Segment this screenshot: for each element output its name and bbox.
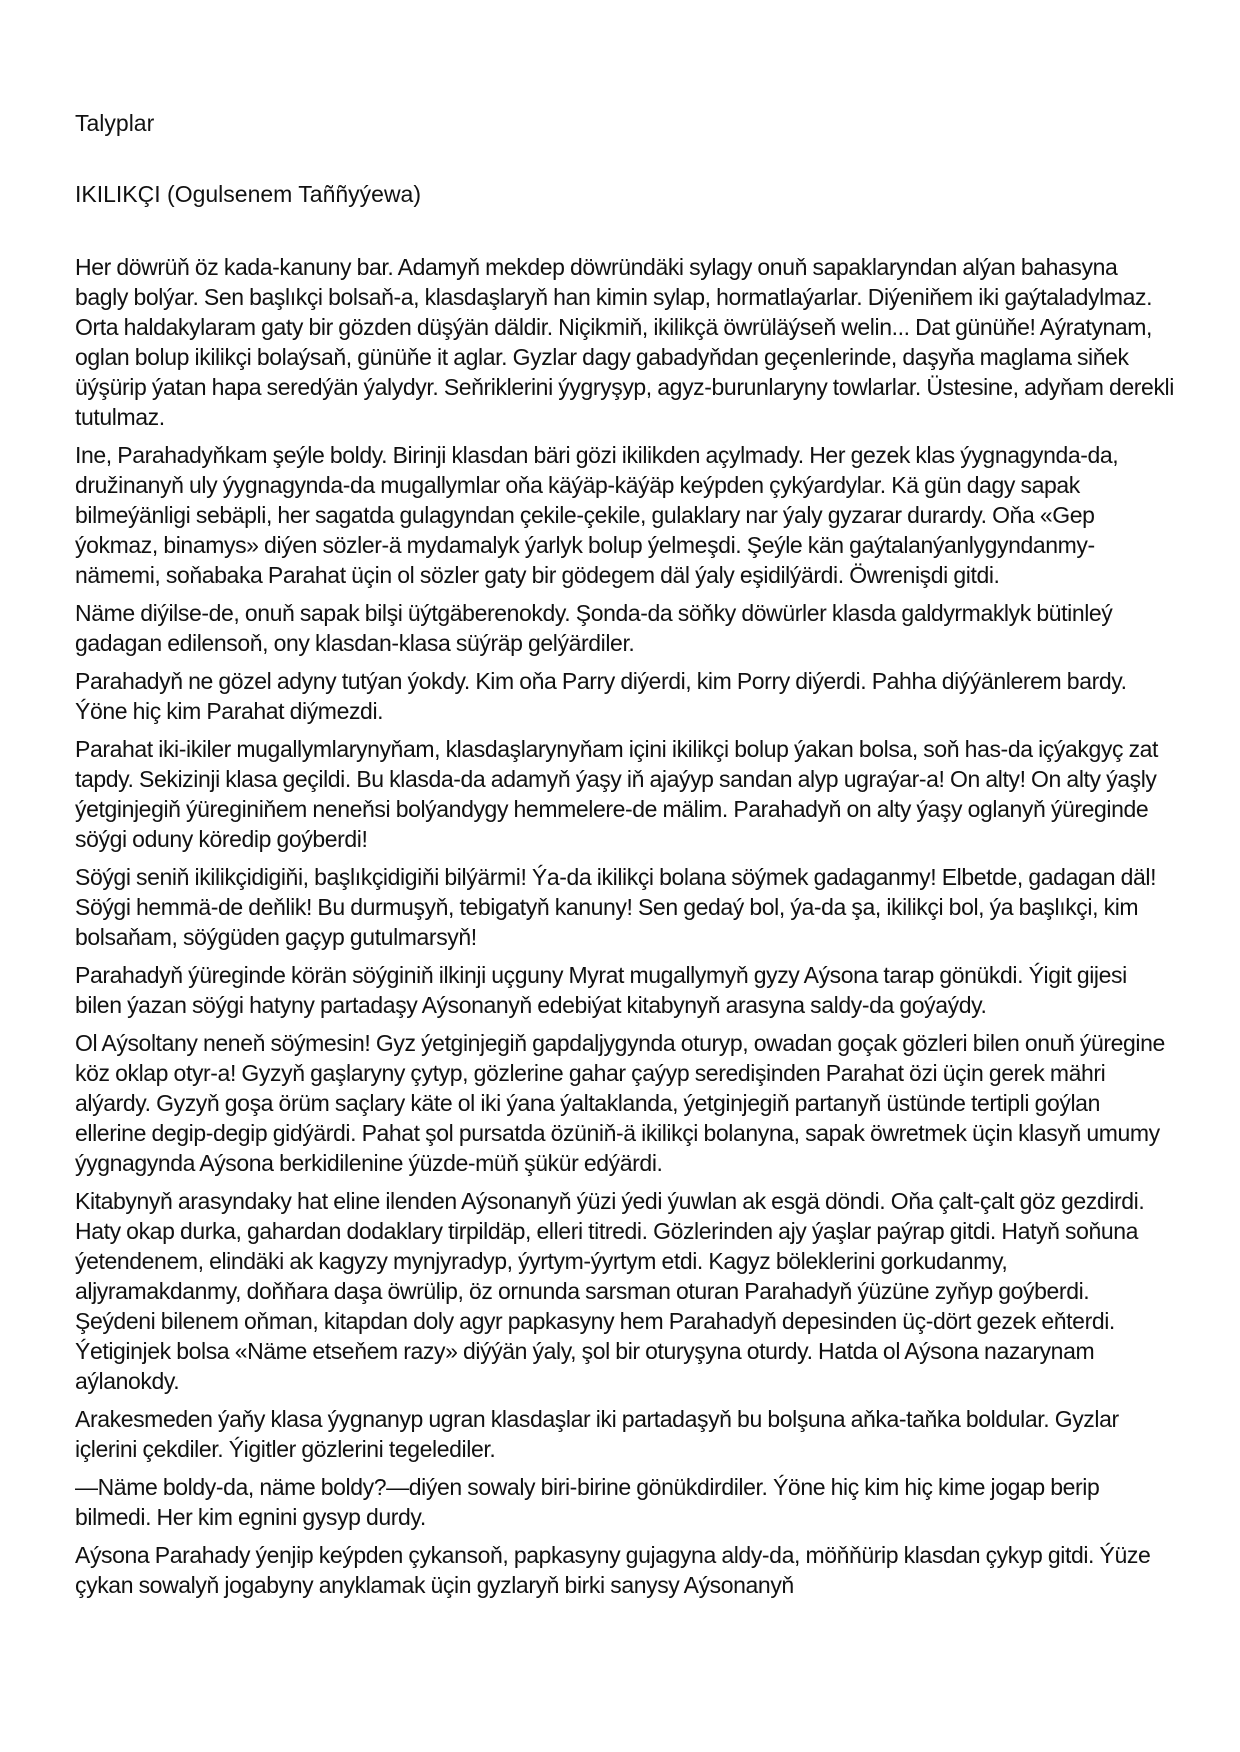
paragraph: Parahat iki-ikiler mugallymlarynyňam, klasdaşlarynyňam içini ikilikçi bolup ýakan bolsa, soň has-da içýakgyç zat tapdy. Sekizinji klasa geçildi. Bu klasda-da adamyň ýaşy iň ajaýyp sandan alyp ugraýar-a! On alty! On alty ýaşly ýetginjegiň ýüreginiňem neneňsi bolýandygy hemmelere-de mälim. Parahadyň on alty ýaşy oglanyň ýüreginde söýgi oduny köredip goýberdi! — [75, 736, 1159, 852]
paragraph: —Näme boldy-da, näme boldy?—diýen sowaly biri-birine gönükdirdiler. Ýöne hiç kim hiç kime jogap berip bilmedi. Her kim egnini gysyp durdy. — [75, 1474, 1100, 1530]
paragraph: Parahadyň ne gözel adyny tutýan ýokdy. Kim oňa Parry diýerdi, kim Porry diýerdi. Pahha diýýänlerem bardy. Ýöne hiç kim Parahat diýmezdi. — [75, 668, 1127, 724]
paragraph: Her döwrüň öz kada-kanuny bar. Adamyň mekdep döwründäki sylagy onuň sapaklaryndan alýan bahasyna bagly bolýar. Sen başlıkçi bolsaň-a, klasdaşlaryň han kimin sylap, hormatlaýarlar. Diýeniňem iki gaýtaladylmaz. Orta haldakylaram gaty bir gözden düşýän däldir. Niçikmiň, ikilikçä öwrüläýseň welin... Dat günüňe! Aýratynam, oglan bolup ikilikçi bolaýsaň, günüňe it aglar. Gyzlar dagy gabadyňdan geçenlerinde, daşyňa maglama siňek üýşürip ýatan hapa seredýän ýalydyr. Seňriklerini ýygryşyp, agyz-burunlaryny towlarlar. Üstesine, adyňam derekli tutulmaz. — [75, 254, 1174, 430]
paragraph: Parahadyň ýüreginde körän söýginiň ilkinji uçguny Myrat mugallymyň gyzy Aýsona tarap gönükdi. Ýigit gijesi bilen ýazan söýgi hatyny partadaşy Aýsonanyň edebiýat kitabynyň arasyna saldy-da goýaýdy. — [75, 962, 1127, 1018]
paragraph: Ol Aýsoltany neneň söýmesin! Gyz ýetginjegiň gapdaljygynda oturyp, owadan goçak gözleri bilen onuň ýüregine köz oklap otyr-a! Gyzyň gaşlaryny çytyp, gözlerine gahar çaýyp seredişinden Parahat özi üçin gerek mähri alýardy. Gyzyň goşa örüm saçlary käte ol iki ýana ýaltaklanda, ýetginjegiň partanyň üstünde tertipli goýlan ellerine degip-degip gidýärdi. Pahat şol pursatda özüniň-ä ikilikçi bolanyna, sapak öwretmek üçin klasyň umumy ýygnagynda Aýsona berkidilenine ýüzde-müň şükür edýärdi. — [75, 1030, 1165, 1176]
paragraph: Arakesmeden ýaňy klasa ýygnanyp ugran klasdaşlar iki partadaşyň bu bolşuna aňka-taňka boldular. Gyzlar içlerini çekdiler. Ýigitler gözlerini tegelediler. — [75, 1406, 1119, 1462]
paragraph: Söýgi seniň ikilikçidigiňi, başlıkçidigiňi bilýärmi! Ýa-da ikilikçi bolana söýmek gadaganmy! Elbetde, gadagan däl! Söýgi hemmä-de deňlik! Bu durmuşyň, tebigatyň kanuny! Sen gedaý bol, ýa-da şa, ikilikçi bol, ýa başlıkçi, kim bolsaňam, söýgüden gaçyp gutulmarsyň! — [75, 864, 1157, 950]
story-title: IKILIKÇI (Ogulsenem Taññyýewa) — [75, 181, 422, 207]
paragraph: Ine, Parahadyňkam şeýle boldy. Birinji klasdan bäri gözi ikilikden açylmady. Her gezek klas ýygnagynda-da, družinanyň uly ýygnagynda-da mugallymlar oňa käýäp-käýäp keýpden çykýardylar. Kä gün dagy sapak bilmeýänligi sebäpli, her sagatda gulagyndan çekile-çekile, gulaklary nar ýaly gyzarar durardy. Oňa «Gep ýokmaz, binamys» diýen sözler-ä mydamalyk ýarlyk bolup ýelmeşdi. Şeýle kän gaýtalanýanlygyndanmy-nämemi, soňabaka Parahat üçin ol sözler gaty bir gödegem däl ýaly eşidilýärdi. Öwrenişdi gitdi. — [75, 442, 1119, 588]
paragraph: Näme diýilse-de, onuň sapak bilşi üýtgäberenokdy. Şonda-da söňky döwürler klasda galdyrmaklyk bütinleý gadagan edilensoň, ony klasdan-klasa süýräp gelýärdiler. — [75, 600, 1113, 656]
paragraph: Kitabynyň arasyndaky hat eline ilenden Aýsonanyň ýüzi ýedi ýuwlan ak esgä döndi. Oňa çalt-çalt göz gezdirdi. Haty okap durka, gahardan dodaklary tirpildäp, elleri titredi. Gözlerinden ajy ýaşlar paýrap gitdi. Hatyň soňuna ýetendenem, elindäki ak kagyzy mynjyradyp, ýyrtym-ýyrtym etdi. Kagyz böleklerini gorkudanmy, aljyramakdanmy, doňňara daşa öwrülip, öz ornunda sarsman oturan Parahadyň ýüzüne zyňyp goýberdi. Şeýdeni bilenem oňman, kitapdan doly agyr papkasyny hem Parahadyň depesinden üç-dört gezek eňterdi. Ýetiginjek bolsa «Näme etseňem razy» diýýän ýaly, şol bir oturyşyna oturdy. Hatda ol Aýsona nazarynam aýlanokdy. — [75, 1188, 1145, 1394]
paragraph: Aýsona Parahady ýenjip keýpden çykansoň, papkasyny gujagyna aldy-da, möňňürip klasdan çykyp gitdi. Ýüze çykan sowalyň jogabyny anyklamak üçin gyzlaryň birki sanysy Aýsonanyň — [75, 1542, 1151, 1598]
document-page — [75, 108, 1175, 1608]
section-heading: Talyplar — [75, 110, 155, 136]
